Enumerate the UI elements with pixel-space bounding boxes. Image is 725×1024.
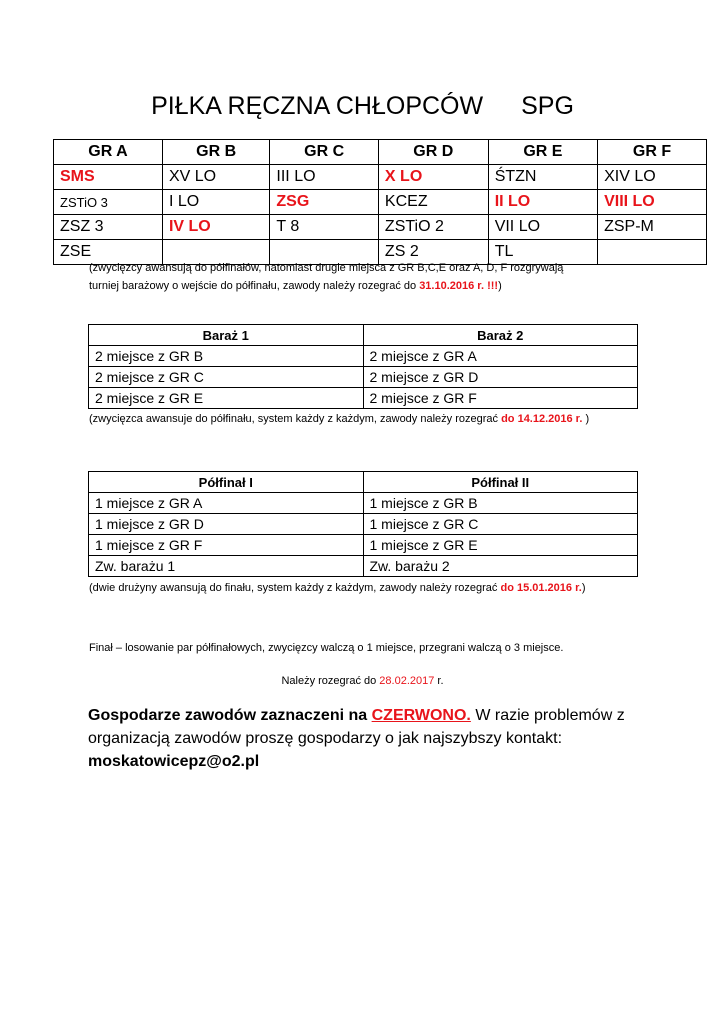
team-cell-host: X LO	[378, 165, 488, 190]
groups-note	[89, 259, 563, 295]
semifinal-header: Półfinał I	[89, 472, 364, 493]
semifinal-cell: 1 miejsce z GR F	[89, 535, 364, 556]
semifinal-header-row	[89, 472, 638, 493]
team-cell-host: ZSG	[270, 190, 379, 215]
final-deadline	[0, 675, 725, 687]
team-cell: TL	[488, 240, 597, 265]
note-text: )	[498, 280, 502, 292]
note-text: (dwie drużyny awansują do finału, system każdy z każdym, zawody należy rozegrać	[89, 582, 501, 594]
barrage-note	[89, 410, 589, 428]
team-cell-host: II LO	[488, 190, 597, 215]
table-row	[89, 493, 638, 514]
barrage-cell: 2 miejsce z GR E	[89, 388, 364, 409]
table-row	[54, 215, 707, 240]
barrage-cell: 2 miejsce z GR F	[363, 388, 638, 409]
team-cell	[598, 240, 707, 265]
table-row	[89, 556, 638, 577]
table-row	[89, 367, 638, 388]
semifinal-cell: 1 miejsce z GR C	[363, 514, 638, 535]
barrage-header: Baraż 1	[89, 325, 364, 346]
team-cell: ZSP-M	[598, 215, 707, 240]
barrage-cell: 2 miejsce z GR A	[363, 346, 638, 367]
team-cell: T 8	[270, 215, 379, 240]
hosts-rest-text: W razie problemów z organizacją zawodów proszę gospodarzy o jak najszybszy kontakt:	[88, 707, 625, 747]
table-row	[89, 535, 638, 556]
semifinal-cell: 1 miejsce z GR E	[363, 535, 638, 556]
group-header: GR E	[488, 140, 597, 165]
deadline-date: 31.10.2016 r. !!!	[419, 280, 499, 292]
team-cell: ŚTZN	[488, 165, 597, 190]
groups-note-line1: (zwycięzcy awansują do półfinałów, natomiast drugie miejsca z GR B,C,E oraz A, D, F rozgrywają	[89, 262, 564, 274]
semifinal-note	[89, 579, 585, 597]
final-description: Finał – losowanie par półfinałowych, zwycięzcy walczą o 1 miejsce, przegrani walczą o 3 miejsce.	[89, 642, 564, 654]
groups-table	[53, 139, 707, 265]
semifinal-cell: 1 miejsce z GR A	[89, 493, 364, 514]
note-text: turniej barażowy o wejście do półfinału, zawody należy rozegrać do	[89, 280, 420, 292]
group-header: GR F	[598, 140, 707, 165]
team-cell: III LO	[270, 165, 379, 190]
deadline-text: r.	[434, 675, 444, 687]
group-header: GR B	[162, 140, 269, 165]
group-header: GR A	[54, 140, 163, 165]
team-cell: I LO	[162, 190, 269, 215]
table-row	[89, 514, 638, 535]
table-row	[89, 388, 638, 409]
hosts-red-word: CZERWONO.	[371, 707, 471, 724]
deadline-text: Należy rozegrać do	[281, 675, 380, 687]
semifinal-cell: 1 miejsce z GR D	[89, 514, 364, 535]
team-cell: XV LO	[162, 165, 269, 190]
final-deadline-date: 28.02.2017	[379, 675, 435, 687]
team-cell-host: SMS	[54, 165, 163, 190]
deadline-date: do 14.12.2016 r.	[501, 413, 583, 425]
semifinal-table	[88, 471, 638, 577]
note-text: )	[581, 582, 586, 594]
barrage-header: Baraż 2	[363, 325, 638, 346]
team-cell: XIV LO	[598, 165, 707, 190]
team-cell: ZS 2	[378, 240, 488, 265]
team-cell: ZSTiO 3	[54, 190, 163, 215]
hosts-info	[88, 704, 648, 773]
team-cell: VII LO	[488, 215, 597, 240]
table-row	[89, 346, 638, 367]
title-main: PIŁKA RĘCZNA CHŁOPCÓW	[151, 92, 484, 120]
semifinal-header: Półfinał II	[363, 472, 638, 493]
team-cell: KCEZ	[378, 190, 488, 215]
barrage-cell: 2 miejsce z GR C	[89, 367, 364, 388]
team-cell-host: IV LO	[162, 215, 269, 240]
team-cell-host: VIII LO	[598, 190, 707, 215]
barrage-header-row	[89, 325, 638, 346]
table-row	[54, 165, 707, 190]
semifinal-cell: Zw. barażu 1	[89, 556, 364, 577]
group-header: GR D	[378, 140, 488, 165]
deadline-date: do 15.01.2016 r.	[500, 582, 582, 594]
table-row	[54, 190, 707, 215]
contact-email: moskatowicepz@o2.pl	[88, 753, 260, 770]
team-cell: ZSE	[54, 240, 163, 265]
title-sub: SPG	[521, 92, 574, 120]
team-cell: ZSZ 3	[54, 215, 163, 240]
barrage-cell: 2 miejsce z GR D	[363, 367, 638, 388]
team-cell: ZSTiO 2	[378, 215, 488, 240]
groups-header-row	[54, 140, 707, 165]
page-title	[0, 92, 725, 121]
semifinal-cell: Zw. barażu 2	[363, 556, 638, 577]
semifinal-cell: 1 miejsce z GR B	[363, 493, 638, 514]
barrage-cell: 2 miejsce z GR B	[89, 346, 364, 367]
barrage-table	[88, 324, 638, 409]
groups-note-line2	[89, 277, 563, 295]
group-header: GR C	[270, 140, 379, 165]
note-text: )	[582, 413, 590, 425]
hosts-bold-text: Gospodarze zawodów zaznaczeni na	[88, 707, 372, 724]
note-text: (zwycięzca awansuje do półfinału, system każdy z każdym, zawody należy rozegrać	[89, 413, 502, 425]
